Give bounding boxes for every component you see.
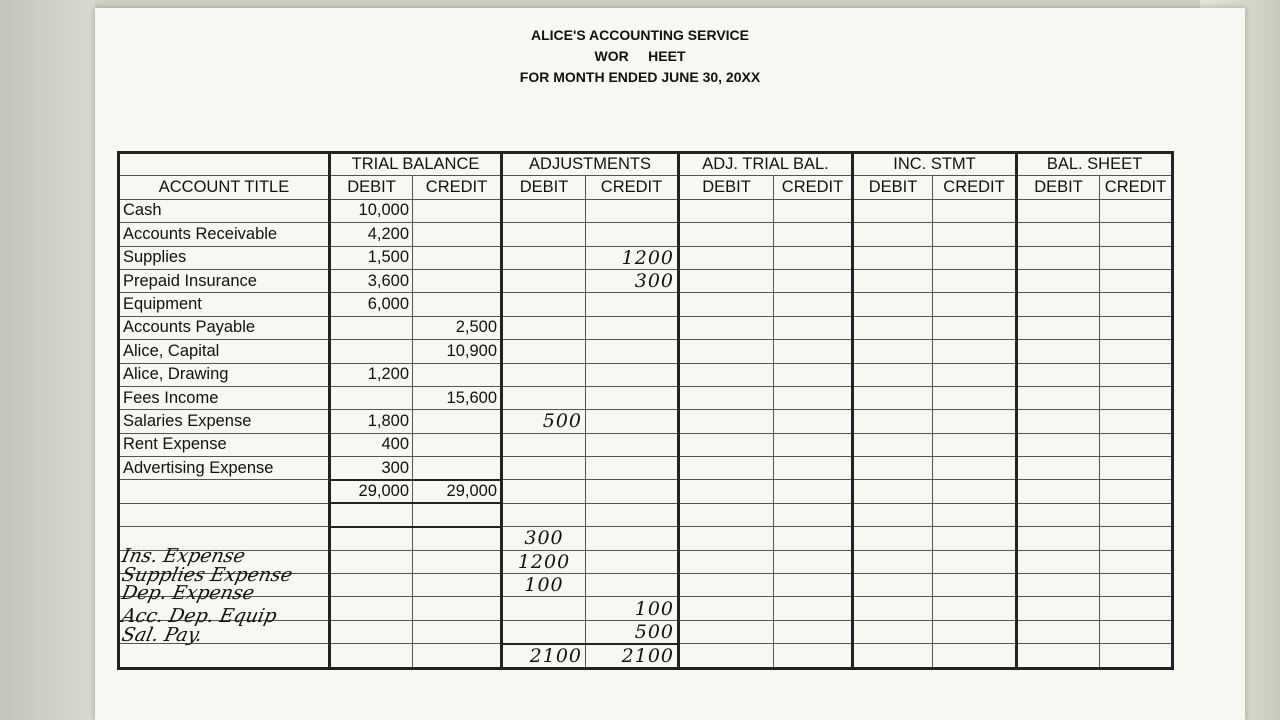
handwritten-account: Sal. Pay. bbox=[119, 624, 205, 646]
adj-debit-cell bbox=[502, 246, 586, 269]
atb-credit-cell bbox=[774, 363, 853, 386]
account-cell: Equipment bbox=[119, 293, 330, 316]
table-row bbox=[119, 480, 1173, 503]
account-cell: Cash bbox=[119, 199, 330, 222]
tb-debit-cell bbox=[330, 644, 413, 669]
atb-credit-cell bbox=[774, 293, 853, 316]
handwritten-account: Acc. Dep. Equip bbox=[119, 605, 279, 627]
is-debit-cell bbox=[853, 597, 933, 620]
tb-debit-cell bbox=[330, 386, 413, 409]
bs-credit-cell bbox=[1100, 597, 1173, 620]
account-cell bbox=[119, 503, 330, 526]
balance-sheet-header: BAL. SHEET bbox=[1017, 153, 1173, 176]
adj-credit-cell bbox=[586, 363, 679, 386]
tb-debit-cell bbox=[330, 550, 413, 573]
table-row bbox=[119, 457, 1173, 480]
income-statement-header: INC. STMT bbox=[853, 153, 1017, 176]
is-credit-cell bbox=[933, 223, 1017, 246]
tb-credit-cell bbox=[413, 597, 502, 620]
is-debit-header: DEBIT bbox=[853, 176, 933, 199]
account-cell: Salaries Expense bbox=[119, 410, 330, 433]
account-title-header: ACCOUNT TITLE bbox=[119, 176, 330, 199]
atb-credit-cell bbox=[774, 269, 853, 292]
tb-credit-cell bbox=[413, 433, 502, 456]
is-credit-cell bbox=[933, 527, 1017, 550]
bs-debit-cell bbox=[1017, 644, 1100, 669]
tb-debit-cell: 3,600 bbox=[330, 269, 413, 292]
table-row bbox=[119, 363, 1173, 386]
tb-debit-cell: 10,000 bbox=[330, 199, 413, 222]
atb-credit-cell bbox=[774, 527, 853, 550]
account-cell: Accounts Receivable bbox=[119, 223, 330, 246]
adj-debit-cell bbox=[502, 597, 586, 620]
atb-credit-cell bbox=[774, 574, 853, 597]
tb-credit-cell bbox=[413, 223, 502, 246]
account-title-blank bbox=[119, 153, 330, 176]
is-debit-cell bbox=[853, 386, 933, 409]
is-credit-cell bbox=[933, 457, 1017, 480]
tb-credit-cell bbox=[413, 550, 502, 573]
atb-debit-cell bbox=[679, 340, 774, 363]
adj-trial-balance-header: ADJ. TRIAL BAL. bbox=[679, 153, 853, 176]
group-header-row bbox=[119, 153, 1173, 176]
table-row bbox=[119, 340, 1173, 363]
adj-debit-cell: 100 bbox=[502, 574, 586, 597]
is-credit-cell bbox=[933, 597, 1017, 620]
atb-debit-cell bbox=[679, 269, 774, 292]
is-credit-cell bbox=[933, 316, 1017, 339]
bs-debit-cell bbox=[1017, 223, 1100, 246]
atb-credit-cell bbox=[774, 386, 853, 409]
bs-debit-cell bbox=[1017, 503, 1100, 526]
adj-credit-cell bbox=[586, 574, 679, 597]
is-debit-cell bbox=[853, 480, 933, 503]
bs-credit-cell bbox=[1100, 410, 1173, 433]
bs-debit-header: DEBIT bbox=[1017, 176, 1100, 199]
atb-credit-cell bbox=[774, 457, 853, 480]
tb-debit-cell: 400 bbox=[330, 433, 413, 456]
bs-credit-cell bbox=[1100, 246, 1173, 269]
is-debit-cell bbox=[853, 340, 933, 363]
is-credit-cell bbox=[933, 574, 1017, 597]
atb-debit-cell bbox=[679, 503, 774, 526]
atb-credit-cell bbox=[774, 644, 853, 669]
account-cell: Alice, Capital bbox=[119, 340, 330, 363]
bs-credit-cell bbox=[1100, 644, 1173, 669]
adj-debit-cell bbox=[502, 269, 586, 292]
tb-debit-cell bbox=[330, 527, 413, 550]
bs-credit-header: CREDIT bbox=[1100, 176, 1173, 199]
adj-debit-cell bbox=[502, 386, 586, 409]
is-debit-cell bbox=[853, 527, 933, 550]
tb-credit-cell bbox=[413, 620, 502, 644]
worksheet-title: WOR HEET bbox=[594, 48, 686, 64]
bs-debit-cell bbox=[1017, 386, 1100, 409]
atb-debit-cell bbox=[679, 293, 774, 316]
table-row bbox=[119, 293, 1173, 316]
atb-debit-cell bbox=[679, 316, 774, 339]
tb-debit-cell bbox=[330, 574, 413, 597]
adj-debit-cell bbox=[502, 199, 586, 222]
bs-debit-cell bbox=[1017, 527, 1100, 550]
adj-credit-cell bbox=[586, 503, 679, 526]
is-credit-cell bbox=[933, 410, 1017, 433]
adj-credit-cell bbox=[586, 457, 679, 480]
adj-debit-cell bbox=[502, 293, 586, 316]
atb-debit-cell bbox=[679, 363, 774, 386]
is-credit-cell bbox=[933, 620, 1017, 644]
tb-debit-cell: 1,200 bbox=[330, 363, 413, 386]
is-debit-cell bbox=[853, 246, 933, 269]
bs-credit-cell bbox=[1100, 433, 1173, 456]
is-credit-cell bbox=[933, 269, 1017, 292]
bs-credit-cell bbox=[1100, 574, 1173, 597]
column-header-row bbox=[119, 176, 1173, 199]
bs-credit-cell bbox=[1100, 340, 1173, 363]
is-debit-cell bbox=[853, 410, 933, 433]
atb-credit-cell bbox=[774, 597, 853, 620]
atb-credit-cell bbox=[774, 199, 853, 222]
bs-debit-cell bbox=[1017, 457, 1100, 480]
adj-credit-cell bbox=[586, 223, 679, 246]
adj-credit-cell bbox=[586, 293, 679, 316]
adj-debit-cell bbox=[502, 223, 586, 246]
atb-credit-cell bbox=[774, 246, 853, 269]
bs-credit-cell bbox=[1100, 457, 1173, 480]
bs-debit-cell bbox=[1017, 550, 1100, 573]
bs-debit-cell bbox=[1017, 293, 1100, 316]
tb-debit-cell: 1,500 bbox=[330, 246, 413, 269]
adj-debit-cell bbox=[502, 363, 586, 386]
adj-debit-cell: 500 bbox=[502, 410, 586, 433]
tb-credit-cell bbox=[413, 574, 502, 597]
is-debit-cell bbox=[853, 433, 933, 456]
table-row bbox=[119, 433, 1173, 456]
atb-debit-cell bbox=[679, 223, 774, 246]
tb-credit-cell bbox=[413, 527, 502, 550]
account-cell bbox=[119, 480, 330, 503]
bs-credit-cell bbox=[1100, 620, 1173, 644]
adj-credit-cell: 1200 bbox=[586, 246, 679, 269]
tb-debit-cell bbox=[330, 340, 413, 363]
adj-credit-cell bbox=[586, 433, 679, 456]
adj-debit-cell bbox=[502, 480, 586, 503]
atb-debit-cell bbox=[679, 574, 774, 597]
atb-debit-cell bbox=[679, 550, 774, 573]
adj-debit-cell bbox=[502, 433, 586, 456]
tb-credit-cell bbox=[413, 457, 502, 480]
company-name: ALICE'S ACCOUNTING SERVICE bbox=[530, 27, 750, 43]
tb-debit-cell bbox=[330, 316, 413, 339]
is-debit-cell bbox=[853, 363, 933, 386]
tb-debit-cell bbox=[330, 503, 413, 526]
tb-credit-cell: 2,500 bbox=[413, 316, 502, 339]
bs-credit-cell bbox=[1100, 527, 1173, 550]
is-debit-cell bbox=[853, 457, 933, 480]
tb-debit-cell: 4,200 bbox=[330, 223, 413, 246]
table-row bbox=[119, 223, 1173, 246]
bs-debit-cell bbox=[1017, 199, 1100, 222]
adj-credit-cell bbox=[586, 199, 679, 222]
bs-credit-cell bbox=[1100, 269, 1173, 292]
account-cell: Accounts Payable bbox=[119, 316, 330, 339]
bs-debit-cell bbox=[1017, 363, 1100, 386]
adj-debit-cell bbox=[502, 457, 586, 480]
tb-credit-cell bbox=[413, 246, 502, 269]
tb-credit-cell: 29,000 bbox=[413, 480, 502, 503]
tb-credit-cell: 10,900 bbox=[413, 340, 502, 363]
adj-debit-cell: 300 bbox=[502, 527, 586, 550]
is-debit-cell bbox=[853, 620, 933, 644]
tb-debit-cell: 1,800 bbox=[330, 410, 413, 433]
adj-credit-cell bbox=[586, 340, 679, 363]
is-credit-cell bbox=[933, 340, 1017, 363]
adj-debit-header: DEBIT bbox=[502, 176, 586, 199]
is-credit-cell bbox=[933, 644, 1017, 669]
account-cell: Advertising Expense bbox=[119, 457, 330, 480]
bs-debit-cell bbox=[1017, 574, 1100, 597]
tb-credit-header: CREDIT bbox=[413, 176, 502, 199]
bs-credit-cell bbox=[1100, 363, 1173, 386]
atb-credit-cell bbox=[774, 620, 853, 644]
bs-credit-cell bbox=[1100, 223, 1173, 246]
bs-debit-cell bbox=[1017, 410, 1100, 433]
handwritten-account-list bbox=[119, 544, 322, 694]
atb-credit-cell bbox=[774, 503, 853, 526]
is-credit-cell bbox=[933, 550, 1017, 573]
handwritten-account: Supplies Expense bbox=[119, 564, 295, 586]
atb-debit-cell bbox=[679, 480, 774, 503]
trial-balance-header: TRIAL BALANCE bbox=[330, 153, 502, 176]
atb-credit-cell bbox=[774, 433, 853, 456]
adj-credit-cell: 2100 bbox=[586, 644, 679, 669]
table-row bbox=[119, 386, 1173, 409]
handwritten-account: Dep. Expense bbox=[119, 582, 257, 604]
atb-credit-cell bbox=[774, 410, 853, 433]
atb-credit-cell bbox=[774, 340, 853, 363]
atb-credit-cell bbox=[774, 550, 853, 573]
is-debit-cell bbox=[853, 269, 933, 292]
is-debit-cell bbox=[853, 316, 933, 339]
atb-debit-cell bbox=[679, 246, 774, 269]
tb-debit-cell: 29,000 bbox=[330, 480, 413, 503]
is-credit-cell bbox=[933, 503, 1017, 526]
is-credit-cell bbox=[933, 363, 1017, 386]
adj-credit-cell bbox=[586, 410, 679, 433]
handwritten-account: Ins. Expense bbox=[119, 545, 248, 567]
bs-credit-cell bbox=[1100, 316, 1173, 339]
tb-debit-cell bbox=[330, 597, 413, 620]
atb-credit-cell bbox=[774, 316, 853, 339]
is-credit-header: CREDIT bbox=[933, 176, 1017, 199]
bs-debit-cell bbox=[1017, 597, 1100, 620]
tb-debit-cell: 300 bbox=[330, 457, 413, 480]
adj-credit-cell: 100 bbox=[586, 597, 679, 620]
bs-debit-cell bbox=[1017, 480, 1100, 503]
table-row bbox=[119, 316, 1173, 339]
is-debit-cell bbox=[853, 503, 933, 526]
bs-debit-cell bbox=[1017, 620, 1100, 644]
is-credit-cell bbox=[933, 293, 1017, 316]
bs-credit-cell bbox=[1100, 293, 1173, 316]
table-row bbox=[119, 246, 1173, 269]
is-credit-cell bbox=[933, 199, 1017, 222]
tb-debit-cell: 6,000 bbox=[330, 293, 413, 316]
table-row bbox=[119, 503, 1173, 526]
is-debit-cell bbox=[853, 293, 933, 316]
is-credit-cell bbox=[933, 480, 1017, 503]
bs-credit-cell bbox=[1100, 480, 1173, 503]
tb-credit-cell bbox=[413, 293, 502, 316]
adj-debit-cell bbox=[502, 316, 586, 339]
atb-credit-cell bbox=[774, 480, 853, 503]
bs-debit-cell bbox=[1017, 340, 1100, 363]
account-cell: Alice, Drawing bbox=[119, 363, 330, 386]
adj-credit-cell bbox=[586, 316, 679, 339]
tb-credit-cell bbox=[413, 503, 502, 526]
is-debit-cell bbox=[853, 550, 933, 573]
atb-debit-cell bbox=[679, 644, 774, 669]
tb-credit-cell bbox=[413, 363, 502, 386]
bs-debit-cell bbox=[1017, 433, 1100, 456]
is-credit-cell bbox=[933, 433, 1017, 456]
atb-debit-cell bbox=[679, 597, 774, 620]
atb-debit-cell bbox=[679, 410, 774, 433]
bs-debit-cell bbox=[1017, 316, 1100, 339]
adj-credit-cell: 500 bbox=[586, 620, 679, 644]
adj-debit-cell bbox=[502, 620, 586, 644]
adj-credit-cell bbox=[586, 480, 679, 503]
is-credit-cell bbox=[933, 246, 1017, 269]
bs-credit-cell bbox=[1100, 199, 1173, 222]
atb-debit-cell bbox=[679, 199, 774, 222]
table-row bbox=[119, 269, 1173, 292]
is-debit-cell bbox=[853, 574, 933, 597]
bs-credit-cell bbox=[1100, 503, 1173, 526]
is-credit-cell bbox=[933, 386, 1017, 409]
adj-credit-cell bbox=[586, 386, 679, 409]
table-row bbox=[119, 199, 1173, 222]
atb-debit-cell bbox=[679, 457, 774, 480]
left-margin bbox=[0, 0, 95, 720]
atb-debit-header: DEBIT bbox=[679, 176, 774, 199]
account-cell: Prepaid Insurance bbox=[119, 269, 330, 292]
account-cell: Fees Income bbox=[119, 386, 330, 409]
tb-credit-cell bbox=[413, 410, 502, 433]
tb-credit-cell: 15,600 bbox=[413, 386, 502, 409]
adj-debit-cell: 2100 bbox=[502, 644, 586, 669]
adj-credit-cell bbox=[586, 527, 679, 550]
tb-debit-header: DEBIT bbox=[330, 176, 413, 199]
adjustments-header: ADJUSTMENTS bbox=[502, 153, 679, 176]
tb-credit-cell bbox=[413, 644, 502, 669]
adj-debit-cell bbox=[502, 503, 586, 526]
bs-credit-cell bbox=[1100, 550, 1173, 573]
atb-credit-header: CREDIT bbox=[774, 176, 853, 199]
adj-credit-cell: 300 bbox=[586, 269, 679, 292]
atb-debit-cell bbox=[679, 433, 774, 456]
bs-debit-cell bbox=[1017, 246, 1100, 269]
atb-debit-cell bbox=[679, 620, 774, 644]
table-row bbox=[119, 410, 1173, 433]
atb-debit-cell bbox=[679, 527, 774, 550]
tb-credit-cell bbox=[413, 199, 502, 222]
bs-debit-cell bbox=[1017, 269, 1100, 292]
period-line: FOR MONTH ENDED JUNE 30, 20XX bbox=[519, 69, 761, 85]
is-debit-cell bbox=[853, 199, 933, 222]
adj-credit-header: CREDIT bbox=[586, 176, 679, 199]
adj-debit-cell: 1200 bbox=[502, 550, 586, 573]
bs-credit-cell bbox=[1100, 386, 1173, 409]
tb-credit-cell bbox=[413, 269, 502, 292]
is-debit-cell bbox=[853, 223, 933, 246]
adj-credit-cell bbox=[586, 550, 679, 573]
tb-debit-cell bbox=[330, 620, 413, 644]
atb-credit-cell bbox=[774, 223, 853, 246]
account-cell: Rent Expense bbox=[119, 433, 330, 456]
adj-debit-cell bbox=[502, 340, 586, 363]
account-cell: Supplies bbox=[119, 246, 330, 269]
is-debit-cell bbox=[853, 644, 933, 669]
atb-debit-cell bbox=[679, 386, 774, 409]
